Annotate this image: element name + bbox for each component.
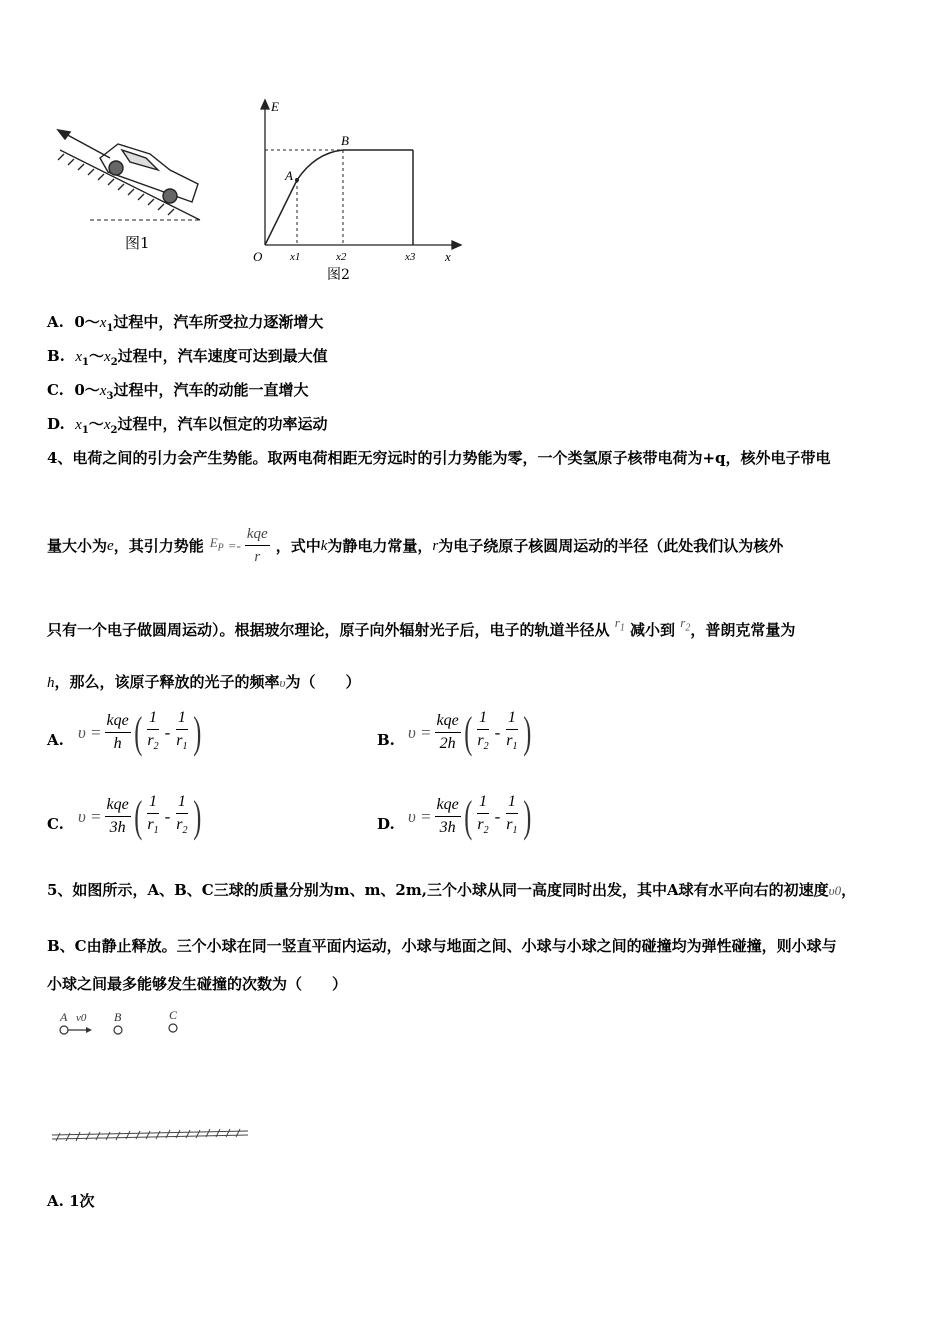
ball-b-label: B <box>114 1010 122 1024</box>
q4-line-2: 量大小为 e ，其引力势能 $E_P$ =- $\frac{\text{kqe}}{r}$ ，式中 k 为静电力常量， r 为电子绕原子核圆周运动的半径（此处我们认为核外 <box>47 520 783 572</box>
ground-line <box>52 1129 248 1141</box>
ball-b <box>114 1026 122 1034</box>
axis-label-e: E <box>271 99 279 114</box>
curve-line <box>265 150 413 245</box>
ep-symbol: $E_P$ <box>209 535 224 554</box>
q3-option-b[interactable]: B. $x_1\sim x_2$过程中，汽车速度可达到最大值 <box>47 347 328 368</box>
ball-a <box>60 1026 68 1034</box>
arrow-up-slope <box>58 130 110 158</box>
origin-label: O <box>253 249 263 264</box>
q5-line-2: B、C由静止释放。三个小球在同一竖直平面内运动，小球与地面之间、小球与小球之间的碰撞均为弹性碰撞，则小球与 <box>47 937 837 955</box>
figure-2-caption: 图2 <box>327 267 350 283</box>
q4-option-b-label[interactable]: B. <box>377 731 395 749</box>
r2-symbol: $r_2$ <box>680 615 691 634</box>
ball-a-label: A <box>60 1010 68 1024</box>
point-b-label: B <box>341 133 349 148</box>
q4-option-c-formula[interactable]: υ = $\frac{\text{kqe}}{3h}$ ( $\frac{1}{r_1}$ - $\frac{1}{r_2}$ ) <box>78 791 201 841</box>
ball-c-label: C <box>169 1008 178 1022</box>
point-a-label: A <box>285 168 293 183</box>
q4-option-b-formula[interactable]: υ = $\frac{\text{kqe}}{2h}$ ( $\frac{1}{r_2}$ - $\frac{1}{r_1}$ ) <box>408 707 531 757</box>
q3-option-a[interactable]: A. $0\sim x_1$过程中，汽车所受拉力逐渐增大 <box>47 313 324 334</box>
ball-a-velocity-label: v0 <box>76 1012 87 1024</box>
ball-c <box>169 1024 177 1032</box>
q5-line-1: 5、如图所示，A、B、C三球的质量分别为m、m、2m,三个小球从同一高度同时出发，其中A球有水平向右的初速度υ0， <box>47 881 857 899</box>
q5-line-3: 小球之间最多能够发生碰撞的次数为（ ） <box>47 975 348 993</box>
q4-line-4: h，那么，该原子释放的光子的频率υ为（ ） <box>47 673 361 691</box>
figure-3-balls <box>50 1005 260 1150</box>
ep-fraction: $\frac{\text{kqe}}{r}$ <box>245 523 270 568</box>
q4-option-d-label[interactable]: D. <box>377 815 395 833</box>
q4-option-d-formula[interactable]: υ = $\frac{\text{kqe}}{3h}$ ( $\frac{1}{r_2}$ - $\frac{1}{r_1}$ ) <box>408 791 531 841</box>
point-a-marker <box>295 178 299 182</box>
q3-option-c[interactable]: C. $0\sim x_3$过程中，汽车的动能一直增大 <box>47 381 309 402</box>
q4-line-3: 只有一个电子做圆周运动）。根据玻尔理论，原子向外辐射光子后，电子的轨道半径从 $r_1$ 减小到 $r_2$，普朗克常量为 <box>47 615 796 639</box>
figure-1-caption: 图1 <box>125 234 150 252</box>
q4-option-a-label[interactable]: A. <box>47 731 64 749</box>
figure-1-car-incline <box>50 120 210 260</box>
r1-symbol: $r_1$ <box>614 615 625 634</box>
q3-option-d[interactable]: D. $x_1\sim x_2$过程中，汽车以恒定的功率运动 <box>47 415 328 436</box>
dashed-guides <box>265 150 343 245</box>
velocity-arrowhead <box>86 1027 92 1033</box>
q4-line-1: 4、电荷之间的引力会产生势能。取两电荷相距无穷远时的引力势能为零，一个类氢原子核带电荷为+q，核外电子带电 <box>47 449 831 467</box>
q5-option-a[interactable]: A. 1次 <box>47 1192 95 1210</box>
q4-option-c-label[interactable]: C. <box>47 815 64 833</box>
figure-2-energy-graph <box>245 95 470 285</box>
axis-label-x: x <box>445 249 451 264</box>
tick-x1: x1 <box>290 251 301 263</box>
tick-x2: x2 <box>336 251 347 263</box>
q4-option-a-formula[interactable]: υ = $\frac{\text{kqe}}{h}$ ( $\frac{1}{r_2}$ - $\frac{1}{r_1}$ ) <box>78 707 201 757</box>
tick-x3: x3 <box>405 251 416 263</box>
